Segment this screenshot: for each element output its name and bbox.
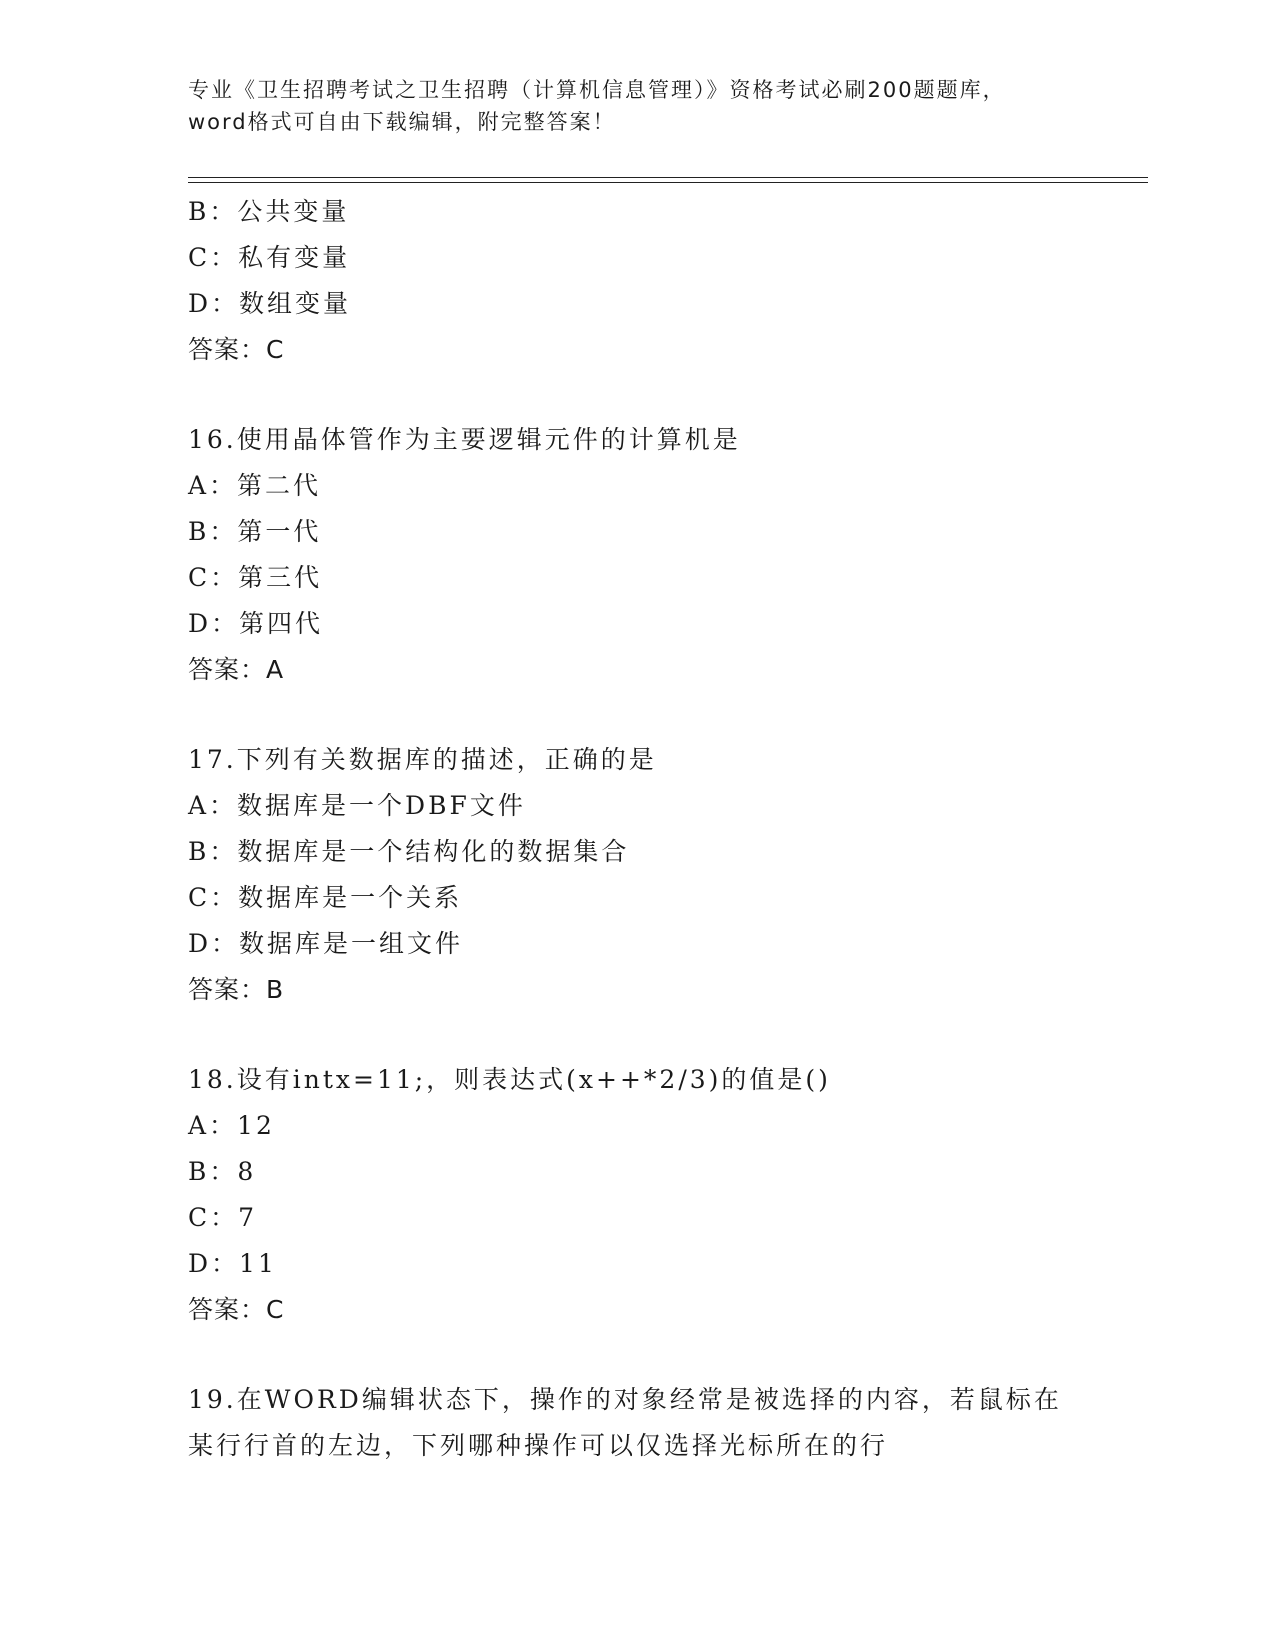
answer: 答案：C xyxy=(188,1295,285,1324)
option-a: A：12 xyxy=(188,1111,275,1140)
option-c: C：私有变量 xyxy=(188,243,351,272)
question-text: 17.下列有关数据库的描述，正确的是 xyxy=(188,745,657,774)
question-15-partial xyxy=(188,189,1088,373)
option-b: B：8 xyxy=(188,1157,257,1186)
question-19 xyxy=(188,1377,1088,1469)
option-d: D：第四代 xyxy=(188,609,324,638)
answer: 答案：B xyxy=(188,975,285,1004)
option-d: D：11 xyxy=(188,1249,277,1278)
header-line-1: 专业《卫生招聘考试之卫生招聘（计算机信息管理）》资格考试必刷200题题库， xyxy=(188,78,1006,102)
question-18 xyxy=(188,1057,1088,1333)
answer: 答案：C xyxy=(188,335,285,364)
option-c: C：数据库是一个关系 xyxy=(188,883,463,912)
option-d: D：数组变量 xyxy=(188,289,352,318)
header-rule-top xyxy=(188,177,1148,178)
option-a: A：第二代 xyxy=(188,471,322,500)
option-b: B：数据库是一个结构化的数据集合 xyxy=(188,837,630,866)
document-body xyxy=(188,189,1088,1469)
option-c: C：7 xyxy=(188,1203,258,1232)
option-b: B：第一代 xyxy=(188,517,322,546)
answer: 答案：A xyxy=(188,655,285,684)
question-16 xyxy=(188,417,1088,693)
question-text: 18.设有intx=11;，则表达式(x++*2/3)的值是() xyxy=(188,1065,831,1094)
header-rule-bottom xyxy=(188,182,1148,183)
question-text: 16.使用晶体管作为主要逻辑元件的计算机是 xyxy=(188,425,741,454)
option-b: B：公共变量 xyxy=(188,197,350,226)
question-17 xyxy=(188,737,1088,1013)
document-header xyxy=(188,74,1088,138)
option-d: D：数据库是一组文件 xyxy=(188,929,464,958)
option-a: A：数据库是一个DBF文件 xyxy=(188,791,526,820)
question-text: 19.在WORD编辑状态下，操作的对象经常是被选择的内容，若鼠标在某行行首的左边，下列哪种操作可以仅选择光标所在的行 xyxy=(188,1385,1062,1460)
header-line-2: word格式可自由下载编辑，附完整答案！ xyxy=(188,110,616,134)
option-c: C：第三代 xyxy=(188,563,323,592)
